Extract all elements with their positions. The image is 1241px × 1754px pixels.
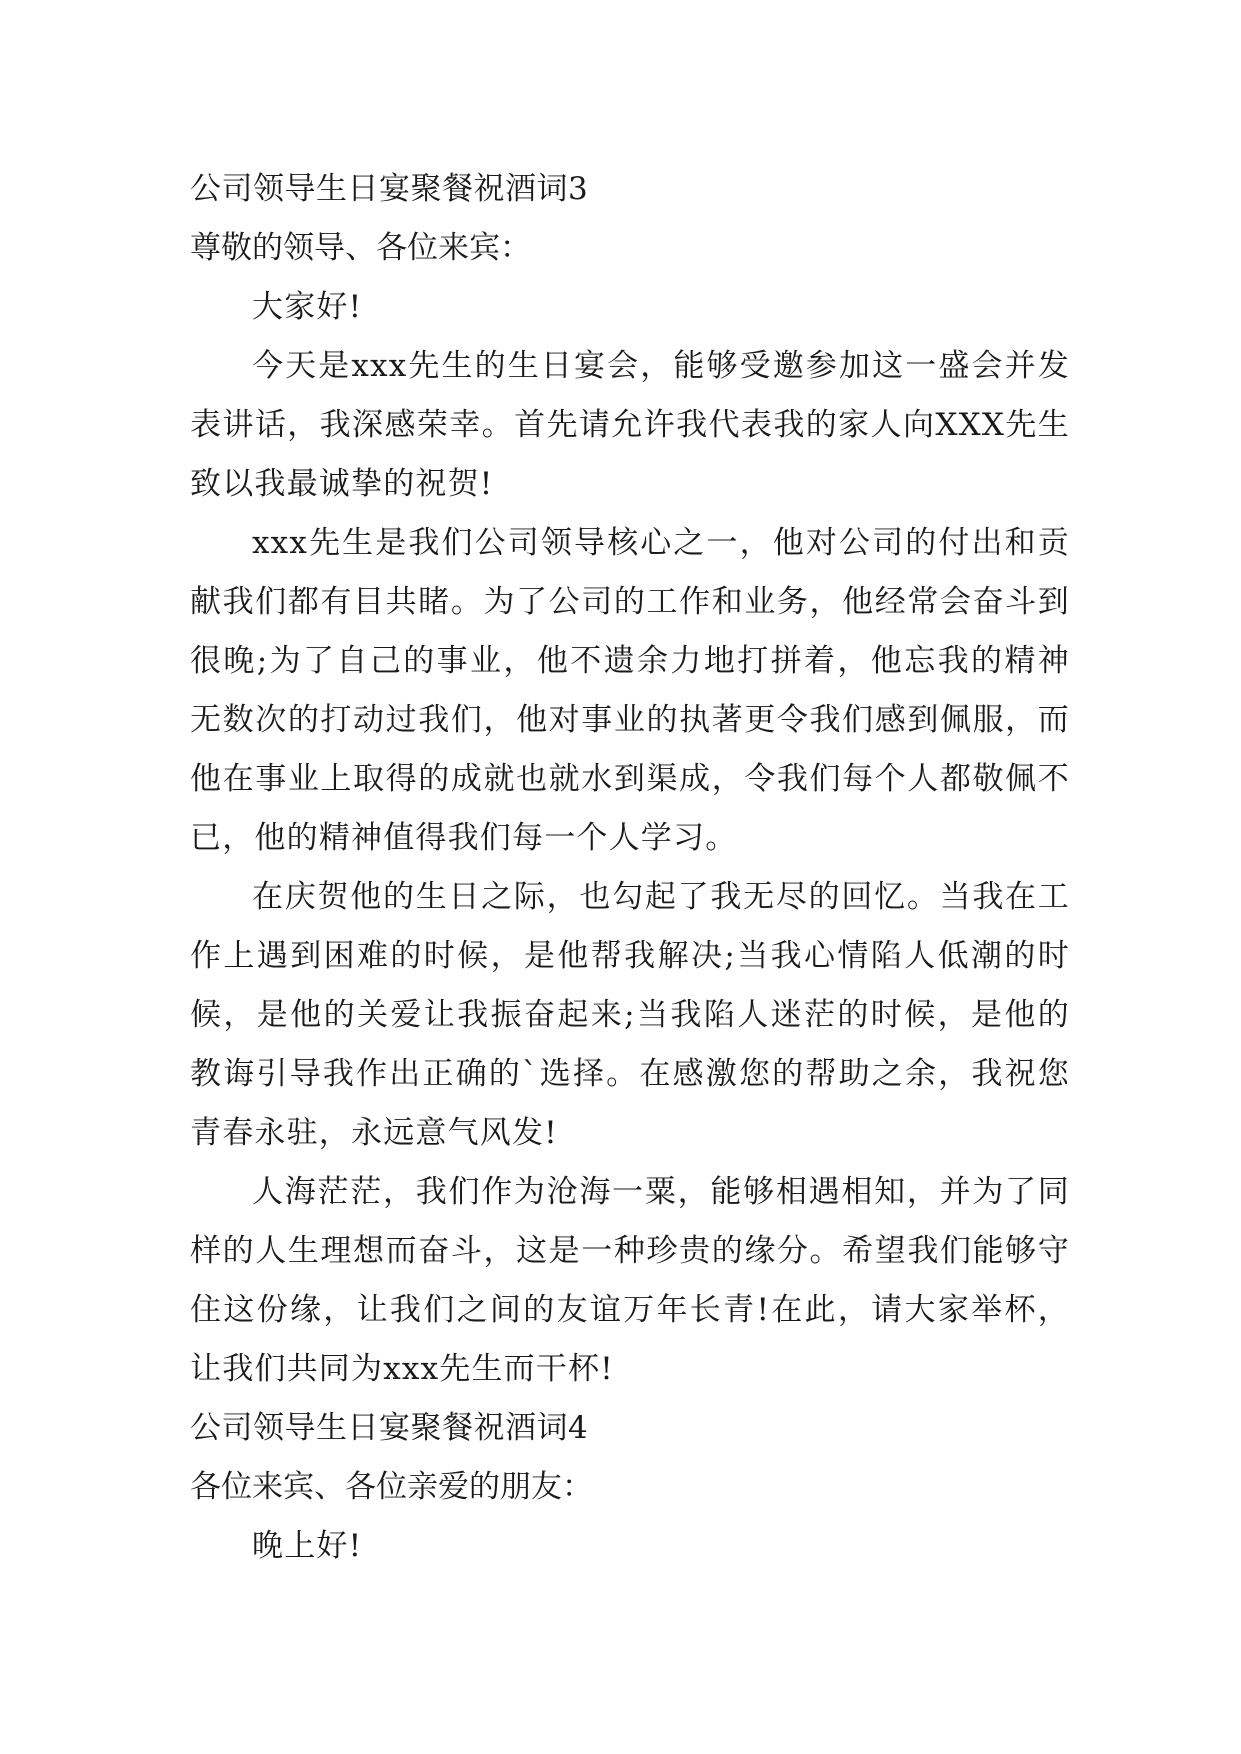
greeting: 大家好!	[252, 289, 363, 325]
paragraph: xxx先生是我们公司领导核心之一，他对公司的付出和贡献我们都有目共睹。为了公司的工作和业务，他经常会奋斗到很晚;为了自己的事业，他不遗余力地打拼着，他忘我的精神无数次的打动过我们，他对事业的执著更令我们感到佩服，而他在事业上取得的成就也就水到渠成，令我们每个人都敬佩不已，他的精神值得我们每一个人学习。	[190, 525, 1070, 856]
section-title: 公司领导生日宴聚餐祝酒词4	[190, 1410, 589, 1446]
salutation: 各位来宾、各位亲爱的朋友：	[190, 1469, 593, 1505]
paragraph: 人海茫茫，我们作为沧海一粟，能够相遇相知，并为了同样的人生理想而奋斗，这是一种珍贵的缘分。希望我们能够守住这份缘，让我们之间的友谊万年长青!在此，请大家举杯，让我们共同为xxx先生而干杯!	[190, 1174, 1070, 1387]
document-body	[190, 160, 1070, 1576]
greeting: 晚上好!	[252, 1528, 363, 1564]
section-title: 公司领导生日宴聚餐祝酒词3	[190, 171, 589, 207]
paragraph: 今天是xxx先生的生日宴会，能够受邀参加这一盛会并发表讲话，我深感荣幸。首先请允许我代表我的家人向XXX先生致以我最诚挚的祝贺!	[190, 348, 1070, 502]
paragraph: 在庆贺他的生日之际，也勾起了我无尽的回忆。当我在工作上遇到困难的时候，是他帮我解决;当我心情陷人低潮的时候，是他的关爱让我振奋起来;当我陷人迷茫的时候，是他的教诲引导我作出正确的`选择。在感激您的帮助之余，我祝您青春永驻，永远意气风发!	[190, 879, 1070, 1151]
salutation: 尊敬的领导、各位来宾：	[190, 230, 531, 266]
